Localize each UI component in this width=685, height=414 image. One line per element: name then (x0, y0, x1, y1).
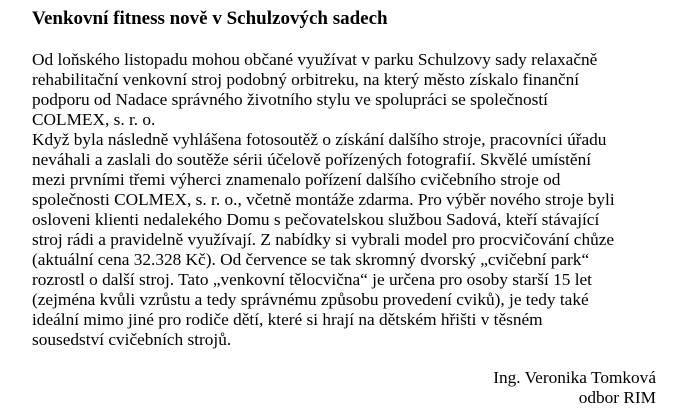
article-line: rozrostl o další stroj. Tato „venkovní tělocvična“ je určena pro osoby starší 15 let (32, 270, 592, 289)
article (32, 6, 672, 350)
article-line: COLMEX, s. r. o. (32, 110, 156, 129)
author-name: Ing. Veronika Tomková (493, 368, 656, 387)
signature-block (493, 368, 656, 408)
article-line: podporu od Nadace správného životního stylu ve spolupráci se společností (32, 90, 548, 109)
article-line: mezi prvními třemi výherci znamenalo pořízení dalšího cvičebního stroje od (32, 170, 561, 189)
article-line: osloveni klienti nedalekého Domu s pečovatelskou službou Sadová, kteří stávající (32, 210, 600, 229)
article-line: rehabilitační venkovní stroj podobný orbitreku, na který město získalo finanční (32, 70, 580, 89)
article-line: společnosti COLMEX, s. r. o., včetně montáže zdarma. Pro výběr nového stroje byli (32, 190, 615, 209)
article-line: stroj rádi a pravidelně využívají. Z nabídky si vybrali model pro procvičování chůze (32, 230, 615, 249)
author-department: odbor RIM (578, 388, 656, 407)
article-line: (zejména kvůli vzrůstu a tedy správnému způsobu provedení cviků), je tedy také (32, 290, 589, 309)
article-line: sousedství cvičebních strojů. (32, 330, 232, 349)
article-line: Od loňského listopadu mohou občané využívat v parku Schulzovy sady relaxačně (32, 50, 598, 69)
article-line: Když byla následně vyhlášena fotosoutěž o získání dalšího stroje, pracovníci úřadu (32, 130, 607, 149)
article-body (32, 50, 672, 350)
article-line: (aktuální cena 32.328 Kč). Od července se tak skromný dvorský „cvičební park“ (32, 250, 590, 269)
article-line: neváhali a zaslali do soutěže sérii účelově pořízených fotografií. Skvělé umístění (32, 150, 592, 169)
article-title: Venkovní fitness nově v Schulzových sadech (32, 8, 388, 29)
article-line: ideální mimo jiné pro rodiče dětí, které si hrají na dětském hřišti v těsném (32, 310, 543, 329)
